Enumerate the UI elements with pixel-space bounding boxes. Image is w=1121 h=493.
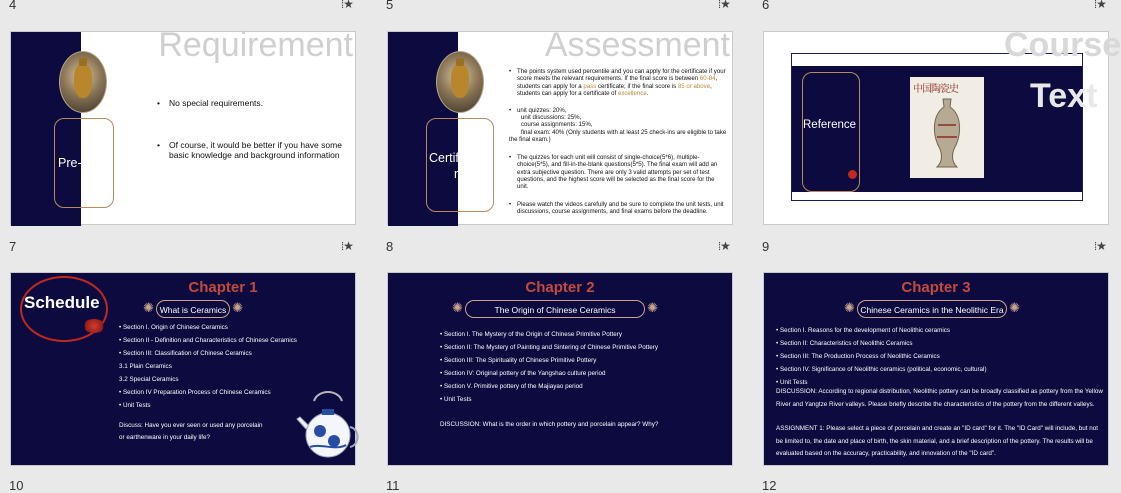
frame-label: Certificatio: [429, 151, 489, 165]
score-weight: unit quizzes: 20%,: [517, 107, 567, 114]
slide-number-cropped: 10: [9, 478, 24, 493]
chapter-banner: ✺ Chinese Ceramics in the Neolithic Era ✺: [857, 300, 1007, 318]
slide-number: 4: [9, 0, 17, 12]
assessment-paragraph-1: The points system used percentile and you can apply for the certificate if your score meets the relevant requirements. If the final score is between 60-84, students can apply for a pass certificate; if the final score is 85 or above, students can apply for a certificate of excellence.: [517, 68, 726, 97]
slide-number-cropped: 11: [386, 478, 400, 493]
assignment-text: ASSIGNMENT 1: Please select a piece of porcelain and create an "ID card" for it. The "ID Card" will include, but not be limited to, the date and place of birth, the skin material, and a brief description of the pottery. The results will be evaluated based on the accuracy, practicability, and innovation of the "ID card".: [776, 425, 1098, 457]
bullet-text: No special requirements.: [169, 98, 264, 108]
teapot-image: [296, 391, 360, 465]
bullet-marker: •: [157, 98, 160, 108]
discussion-text: DISCUSSION: What is the order in which pottery and porcelain appear? Why?: [440, 421, 659, 428]
section-list: [440, 328, 658, 406]
list-item: 3.2 Special Ceramics: [119, 376, 179, 383]
chapter-title: Chapter 3: [901, 279, 971, 296]
list-item: • Section IV: Original pottery of the Yangshao culture period: [440, 370, 606, 377]
vase-image: [59, 51, 107, 113]
list-item: 3.1 Plain Ceramics: [119, 363, 172, 370]
list-item: • Section V. Primitive pottery of the Majiayao period: [440, 383, 583, 390]
bullet-marker: •: [157, 140, 160, 150]
chapter-title: Chapter 2: [525, 279, 595, 296]
section-list: [776, 324, 987, 389]
list-item: • Section IV. Significance of Neolithic ceramics (political, economic, cultural): [776, 366, 987, 373]
discuss-text: Discuss: Have you ever seen or used any porcelain: [119, 422, 263, 429]
slide-number-cropped: 12: [762, 478, 777, 493]
animation-indicator-icon: ⁞★: [1094, 0, 1106, 11]
list-item: • Section IV Preparation Process of Chinese Ceramics: [119, 389, 271, 396]
animation-indicator-icon: ⁞★: [718, 0, 730, 11]
slide-title: Course: [1004, 26, 1121, 64]
bullet-marker: •: [509, 68, 512, 75]
book-title: 中国陶瓷史: [913, 84, 958, 95]
slide-title: Requirement: [158, 26, 353, 64]
slide-number: 8: [386, 239, 394, 254]
vase-image: [436, 51, 484, 113]
list-item: • Section I. Origin of Chinese Ceramics: [119, 324, 228, 331]
discussion-text: DISCUSSION: According to regional distribution, Neolithic pottery can be broadly classified as pottery from the Yellow River and Yangtze River valleys. Please briefly describe the characteristics of the pottery from the different valleys.: [776, 388, 1103, 408]
slide-number: 6: [762, 0, 770, 12]
discuss-text: or earthenware in your daily life?: [119, 434, 211, 441]
schedule-label: Schedule: [24, 293, 100, 312]
vase-illustration: [910, 77, 984, 178]
list-item: • Unit Tests: [119, 402, 151, 409]
slide-thumbnail-6[interactable]: [763, 26, 1121, 225]
frame-label-continued: n: [454, 167, 461, 181]
chapter-banner: ✺ The Origin of Chinese Ceramics ✺: [465, 300, 645, 318]
list-item: • Section II: Characteristics of Neolithic Ceramics: [776, 340, 913, 347]
frame-label: Reference: [803, 119, 857, 131]
list-item: • Section I. The Mystery of the Origin of Chinese Primitive Pottery: [440, 331, 622, 338]
slide-title: Assessment: [544, 26, 730, 64]
red-seal: [848, 170, 857, 179]
list-item: • Section II - Definition and Characteristics of Chinese Ceramics: [119, 337, 297, 344]
red-blossom: [83, 319, 105, 333]
bullet-text: Of course, it would be better if you have some basic knowledge and background information: [169, 140, 342, 160]
bullet-marker: •: [509, 107, 512, 114]
list-item: • Section II: The Mystery of Painting and Sintering of Chinese Primitive Pottery: [440, 344, 659, 351]
list-item: • Section I. Reasons for the development of Neolithic ceramics: [776, 327, 951, 334]
list-item: • Section III: The Production Process of Neolithic Ceramics: [776, 353, 940, 360]
animation-indicator-icon: ⁞★: [341, 239, 353, 253]
slide-number: 5: [386, 0, 394, 12]
assessment-paragraph-3: The quizzes for each unit will consist of single-choice(5*6), multiple-choice(5*5), and fill-in-the-blank questions(5*5). The final exam will add an extra subjective question. There are only 3 valid attempts per set of test questions, and the highest score will be selected as the final score for the unit.: [517, 154, 718, 191]
slide-thumbnail-8[interactable]: [387, 272, 733, 466]
bullet-marker: •: [509, 154, 512, 161]
animation-indicator-icon: ⁞★: [341, 0, 353, 11]
assessment-paragraph-4: Please watch the videos carefully and be sure to complete the unit tests, unit discussions, course assignments, and final exams before the deadline.: [517, 201, 724, 216]
slide-subtitle: Text: [1030, 77, 1098, 115]
list-item: • Unit Tests: [776, 379, 808, 386]
list-item: • Section III: The Spirituality of Chinese Primitive Pottery: [440, 357, 597, 364]
chapter-title: Chapter 1: [188, 279, 258, 296]
bullet-marker: •: [509, 201, 512, 208]
list-item: • Unit Tests: [440, 396, 472, 403]
animation-indicator-icon: ⁞★: [1094, 239, 1106, 253]
animation-indicator-icon: ⁞★: [718, 239, 730, 253]
slide-number: 9: [762, 239, 770, 254]
slide-thumbnail-4[interactable]: [10, 26, 356, 225]
score-weight: unit discussions: 25%,: [521, 114, 582, 121]
score-weight: course assignments: 15%,: [521, 121, 593, 128]
section-list: [119, 321, 297, 412]
slide-number: 7: [9, 239, 17, 254]
frame-label: Pre-class: [58, 156, 111, 170]
chapter-banner: ✺ What is Ceramics ✺: [156, 300, 230, 318]
score-weight: final exam: 40% (Only students with at least 25 check-ins are eligible to take the final exam.): [509, 129, 727, 144]
book-cover-image: [910, 77, 984, 178]
slide-thumbnail-9[interactable]: [763, 272, 1109, 466]
list-item: • Section III: Classification of Chinese Ceramics: [119, 350, 252, 357]
slide-thumbnail-5[interactable]: [387, 26, 733, 225]
slide-thumbnail-7[interactable]: [10, 272, 356, 466]
decorative-frame: [426, 118, 494, 212]
